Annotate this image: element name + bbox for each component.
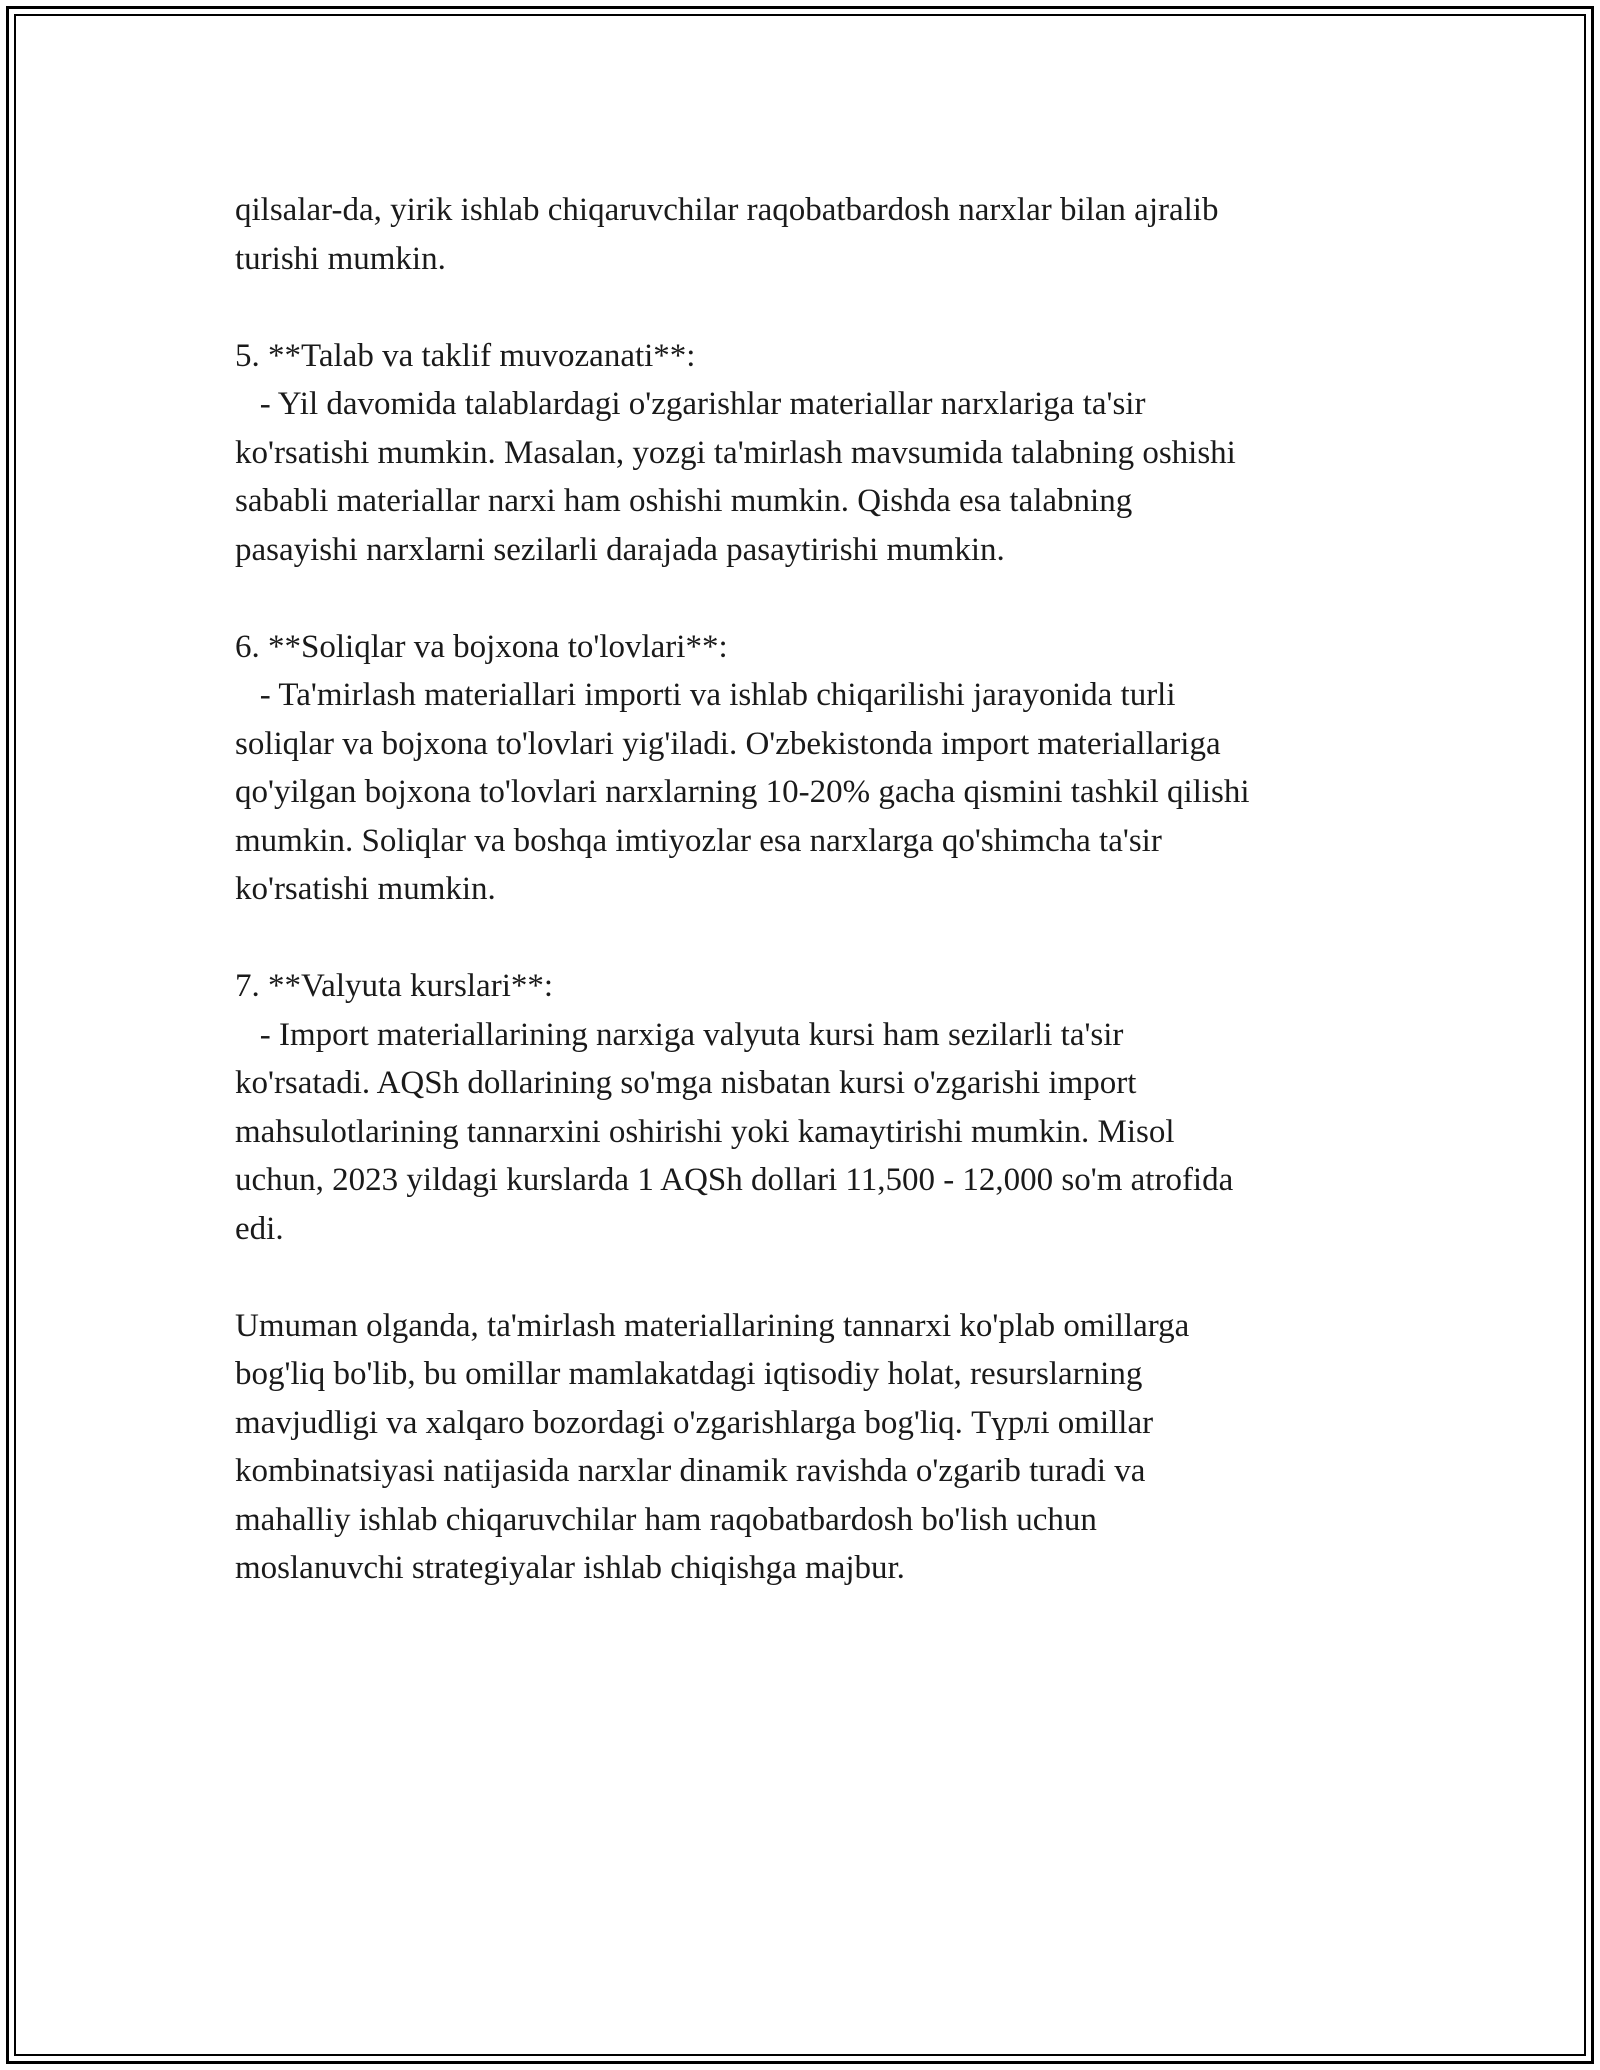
text-line: soliqlar va bojxona to'lovlari yig'iladi. O'zbekistonda import materiallariga	[235, 725, 1221, 762]
text-line: kombinatsiyasi natijasida narxlar dinamik ravishda o'zgarib turadi va	[235, 1453, 1146, 1489]
paragraph-gap	[235, 574, 1415, 623]
text-line: bog'liq bo'lib, bu omillar mamlakatdagi iqtisodiy holat, resurslarning	[235, 1356, 1143, 1392]
text-line: turishi mumkin.	[235, 240, 446, 277]
text-line: - Ta'mirlash materiallari importi va ishlab chiqarilishi jarayonida turli	[235, 677, 1176, 713]
text-line: mahsulotlarining tannarxini oshirishi yoki kamaytirishi mumkin. Misol	[235, 1113, 1175, 1150]
text-line: pasayishi narxlarni sezilarli darajada pasaytirishi mumkin.	[235, 531, 1005, 568]
paragraph-gap	[235, 914, 1415, 963]
text-line: ko'rsatishi mumkin. Masalan, yozgi ta'mirlash mavsumida talabning oshishi	[235, 434, 1236, 471]
text-line: uchun, 2023 yildagi kurslarda 1 AQSh dollari 11,500 - 12,000 so'm atrofida	[235, 1162, 1234, 1198]
text-line: - Yil davomida talablardagi o'zgarishlar materiallar narxlariga ta'sir	[235, 386, 1146, 422]
text-line: ko'rsatishi mumkin.	[235, 871, 496, 907]
text-line: moslanuvchi strategiyalar ishlab chiqishga majbur.	[235, 1550, 905, 1586]
document-body	[235, 186, 1415, 1593]
text-line: mahalliy ishlab chiqaruvchilar ham raqobatbardosh bo'lish uchun	[235, 1501, 1097, 1538]
text-line: mavjudligi va xalqaro bozordagi o'zgarishlarga bog'liq. Түрлі omillar	[235, 1404, 1154, 1441]
section-heading: 5. **Talab va taklif muvozanati**:	[235, 337, 696, 374]
text-line: edi.	[235, 1210, 284, 1247]
text-line: ko'rsatadi. AQSh dollarining so'mga nisbatan kursi o'zgarishi import	[235, 1065, 1137, 1101]
section-heading: 7. **Valyuta kurslari**:	[235, 968, 554, 1004]
paragraph-gap	[235, 283, 1415, 332]
paragraph-gap	[235, 1253, 1415, 1302]
text-line: qo'yilgan bojxona to'lovlari narxlarning 10-20% gacha qismini tashkil qilishi	[235, 774, 1250, 810]
text-line: Umuman olganda, ta'mirlash materiallarining tannarxi ko'plab omillarga	[235, 1307, 1190, 1344]
text-line: - Import materiallarining narxiga valyuta kursi ham sezilarli ta'sir	[235, 1016, 1124, 1053]
text-line: mumkin. Soliqlar va boshqa imtiyozlar esa narxlarga qo'shimcha ta'sir	[235, 822, 1162, 859]
text-line: sababli materiallar narxi ham oshishi mumkin. Qishda esa talabning	[235, 483, 1133, 519]
section-heading: 6. **Soliqlar va bojxona to'lovlari**:	[235, 628, 728, 665]
text-line: qilsalar-da, yirik ishlab chiqaruvchilar raqobatbardosh narxlar bilan ajralib	[235, 192, 1219, 228]
